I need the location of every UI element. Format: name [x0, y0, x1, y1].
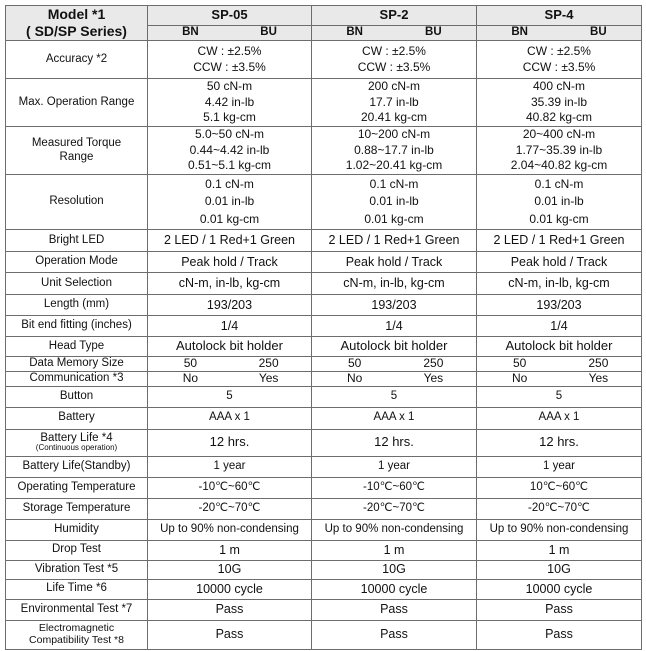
max-range-cell: 400 cN-m 35.39 in-lb 40.82 kg-cm: [477, 79, 642, 127]
memory-cell: 50 250: [477, 357, 642, 372]
variant-header: BN BU: [477, 26, 642, 41]
model-sp4: SP-4: [477, 6, 642, 26]
drop-cell: 1 m: [312, 540, 477, 560]
row-label: Button: [6, 386, 148, 407]
humidity-cell: Up to 90% non-condensing: [312, 519, 477, 540]
accuracy-cell: CW : ±2.5% CCW : ±3.5%: [477, 41, 642, 79]
max-range-cell: 50 cN-m 4.42 in-lb 5.1 kg-cm: [148, 79, 312, 127]
row-label: Operating Temperature: [6, 477, 148, 498]
humidity-cell: Up to 90% non-condensing: [148, 519, 312, 540]
vibration-cell: 10G: [148, 560, 312, 579]
row-label: Resolution: [6, 175, 148, 230]
battery-life-cell: 12 hrs.: [148, 429, 312, 456]
row-label: Life Time *6: [6, 579, 148, 599]
standby-cell: 1 year: [477, 456, 642, 477]
row-label: Humidity: [6, 519, 148, 540]
op-temp-cell: 10℃~60℃: [477, 477, 642, 498]
life-cell: 10000 cycle: [312, 579, 477, 599]
life-cell: 10000 cycle: [477, 579, 642, 599]
led-cell: 2 LED / 1 Red+1 Green: [477, 230, 642, 252]
row-label: Data Memory Size: [6, 357, 148, 372]
comm-cell: No Yes: [477, 371, 642, 386]
row-label: Battery: [6, 407, 148, 429]
emc-test-cell: Pass: [477, 620, 642, 649]
model-sp2: SP-2: [312, 6, 477, 26]
vibration-cell: 10G: [477, 560, 642, 579]
unit-cell: cN-m, in-lb, kg-cm: [477, 273, 642, 295]
vibration-cell: 10G: [312, 560, 477, 579]
button-cell: 5: [312, 386, 477, 407]
env-test-cell: Pass: [148, 599, 312, 620]
memory-cell: 50 250: [312, 357, 477, 372]
comm-cell: No Yes: [312, 371, 477, 386]
drop-cell: 1 m: [148, 540, 312, 560]
battery-life-cell: 12 hrs.: [477, 429, 642, 456]
resolution-cell: 0.1 cN-m 0.01 in-lb 0.01 kg-cm: [477, 175, 642, 230]
variant-header: BN BU: [312, 26, 477, 41]
emc-test-cell: Pass: [148, 620, 312, 649]
measured-range-cell: 10~200 cN-m 0.88~17.7 in-lb 1.02~20.41 kg-cm: [312, 127, 477, 175]
row-label: Operation Mode: [6, 252, 148, 273]
spec-table: [5, 5, 642, 650]
model-header: [6, 6, 148, 41]
op-temp-cell: -10℃~60℃: [312, 477, 477, 498]
mode-cell: Peak hold / Track: [312, 252, 477, 273]
drop-cell: 1 m: [477, 540, 642, 560]
env-test-cell: Pass: [312, 599, 477, 620]
battery-cell: AAA x 1: [312, 407, 477, 429]
row-label: Vibration Test *5: [6, 560, 148, 579]
resolution-cell: 0.1 cN-m 0.01 in-lb 0.01 kg-cm: [148, 175, 312, 230]
storage-temp-cell: -20℃~70℃: [312, 498, 477, 519]
led-cell: 2 LED / 1 Red+1 Green: [312, 230, 477, 252]
row-label: Electromagnetic Compatibility Test *8: [6, 620, 148, 649]
measured-range-cell: 5.0~50 cN-m 0.44~4.42 in-lb 0.51~5.1 kg-cm: [148, 127, 312, 175]
standby-cell: 1 year: [312, 456, 477, 477]
battery-cell: AAA x 1: [148, 407, 312, 429]
row-label: Battery Life(Standby): [6, 456, 148, 477]
led-cell: 2 LED / 1 Red+1 Green: [148, 230, 312, 252]
resolution-cell: 0.1 cN-m 0.01 in-lb 0.01 kg-cm: [312, 175, 477, 230]
head-cell: Autolock bit holder: [477, 337, 642, 357]
bit-cell: 1/4: [477, 316, 642, 337]
variant-header: BN BU: [148, 26, 312, 41]
memory-cell: 50 250: [148, 357, 312, 372]
row-label: Communication *3: [6, 371, 148, 386]
row-label: Unit Selection: [6, 273, 148, 295]
length-cell: 193/203: [477, 295, 642, 316]
emc-test-cell: Pass: [312, 620, 477, 649]
op-temp-cell: -10℃~60℃: [148, 477, 312, 498]
max-range-cell: 200 cN-m 17.7 in-lb 20.41 kg-cm: [312, 79, 477, 127]
button-cell: 5: [477, 386, 642, 407]
row-label: Max. Operation Range: [6, 79, 148, 127]
battery-cell: AAA x 1: [477, 407, 642, 429]
row-label: Storage Temperature: [6, 498, 148, 519]
env-test-cell: Pass: [477, 599, 642, 620]
mode-cell: Peak hold / Track: [148, 252, 312, 273]
row-label: Accuracy *2: [6, 41, 148, 79]
unit-cell: cN-m, in-lb, kg-cm: [148, 273, 312, 295]
bit-cell: 1/4: [312, 316, 477, 337]
model-sp05: SP-05: [148, 6, 312, 26]
storage-temp-cell: -20℃~70℃: [477, 498, 642, 519]
mode-cell: Peak hold / Track: [477, 252, 642, 273]
storage-temp-cell: -20℃~70℃: [148, 498, 312, 519]
life-cell: 10000 cycle: [148, 579, 312, 599]
head-cell: Autolock bit holder: [148, 337, 312, 357]
row-label: Bit end fitting (inches): [6, 316, 148, 337]
row-label: Environmental Test *7: [6, 599, 148, 620]
model-title: Model *1: [47, 6, 106, 23]
row-label: Drop Test: [6, 540, 148, 560]
row-label: Head Type: [6, 337, 148, 357]
bit-cell: 1/4: [148, 316, 312, 337]
humidity-cell: Up to 90% non-condensing: [477, 519, 642, 540]
row-label: Length (mm): [6, 295, 148, 316]
length-cell: 193/203: [148, 295, 312, 316]
row-label: Bright LED: [6, 230, 148, 252]
accuracy-cell: CW : ±2.5% CCW : ±3.5%: [312, 41, 477, 79]
row-label: Measured Torque Range: [6, 127, 148, 175]
measured-range-cell: 20~400 cN-m 1.77~35.39 in-lb 2.04~40.82 kg-cm: [477, 127, 642, 175]
battery-life-cell: 12 hrs.: [312, 429, 477, 456]
row-label: Battery Life *4 (Continuous operation): [6, 429, 148, 456]
standby-cell: 1 year: [148, 456, 312, 477]
unit-cell: cN-m, in-lb, kg-cm: [312, 273, 477, 295]
button-cell: 5: [148, 386, 312, 407]
accuracy-cell: CW : ±2.5% CCW : ±3.5%: [148, 41, 312, 79]
length-cell: 193/203: [312, 295, 477, 316]
model-series: ( SD/SP Series): [26, 23, 127, 39]
comm-cell: No Yes: [148, 371, 312, 386]
head-cell: Autolock bit holder: [312, 337, 477, 357]
